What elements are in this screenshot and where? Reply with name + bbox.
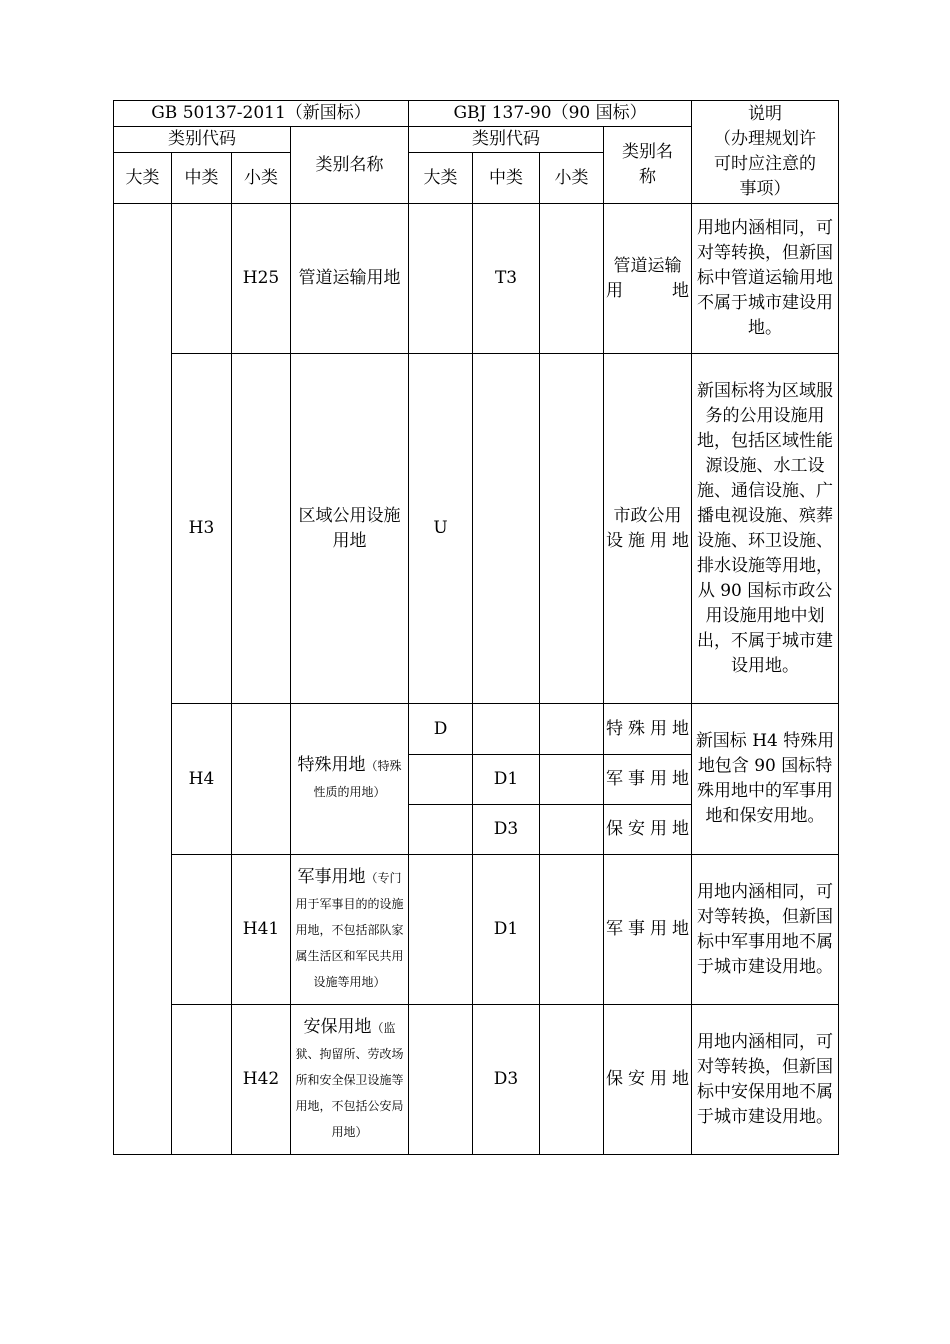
note-cell: 用地内涵相同，可对等转换，但新国标中管道运输用地不属于城市建设用地。 bbox=[692, 204, 839, 354]
new-category-name: 区域公用设施用地 bbox=[291, 354, 409, 704]
new-category-name: 管道运输用地 bbox=[291, 204, 409, 354]
old-middle-code: D1 bbox=[473, 755, 540, 805]
land-use-comparison-table bbox=[113, 100, 839, 1155]
new-middle-code: H3 bbox=[172, 354, 232, 704]
category-name-note: （监狱、拘留所、劳改场所和安全保卫设施等用地，不包括公安局用地） bbox=[295, 1020, 404, 1139]
old-category-name: 市政公用设施用地 bbox=[604, 354, 692, 704]
old-middle-code: D3 bbox=[473, 805, 540, 855]
category-name-main: 安保用地 bbox=[303, 1016, 372, 1037]
old-category-name: 管道运输用地 bbox=[604, 204, 692, 354]
old-middle-header: 中类 bbox=[473, 153, 540, 204]
new-major-cell bbox=[114, 204, 172, 1155]
note-title: 说明 bbox=[748, 104, 783, 124]
note-subtitle: （办理规划许可时应注意的事项） bbox=[714, 129, 817, 199]
category-name-main: 军事用地 bbox=[297, 866, 366, 887]
table-row bbox=[114, 704, 839, 755]
old-minor-header: 小类 bbox=[540, 153, 604, 204]
category-name-note: （特殊性质的用地） bbox=[313, 759, 402, 799]
new-middle-header: 中类 bbox=[172, 153, 232, 204]
note-cell: 用地内涵相同，可对等转换，但新国标中安保用地不属于城市建设用地。 bbox=[692, 1005, 839, 1155]
old-category-name: 保安用地 bbox=[604, 805, 692, 855]
new-minor-code: H41 bbox=[232, 855, 291, 1005]
old-standard-header: GBJ 137-90（90 国标） bbox=[409, 101, 692, 127]
new-minor-code: H42 bbox=[232, 1005, 291, 1155]
new-name-header: 类别名称 bbox=[291, 127, 409, 204]
table-row bbox=[114, 204, 839, 354]
new-minor-code: H25 bbox=[232, 204, 291, 354]
new-code-header: 类别代码 bbox=[114, 127, 291, 153]
old-major-code: D bbox=[409, 704, 473, 755]
new-middle-code: H4 bbox=[172, 704, 232, 855]
old-category-name: 军事用地 bbox=[604, 855, 692, 1005]
old-category-name: 特殊用地 bbox=[604, 704, 692, 755]
old-name-header: 类别名称 bbox=[604, 127, 692, 204]
old-category-name: 保安用地 bbox=[604, 1005, 692, 1155]
category-name-note: （专门用于军事目的的设施用地，不包括部队家属生活区和军民共用设施等用地） bbox=[295, 870, 404, 989]
table-row bbox=[114, 855, 839, 1005]
old-major-header: 大类 bbox=[409, 153, 473, 204]
new-category-name bbox=[291, 704, 409, 855]
old-middle-code: D1 bbox=[473, 855, 540, 1005]
old-major-code: U bbox=[409, 354, 473, 704]
table-row bbox=[114, 354, 839, 704]
category-name-main: 特殊用地 bbox=[297, 755, 366, 775]
note-cell: 新国标 H4 特殊用地包含 90 国标特殊用地中的军事用地和保安用地。 bbox=[692, 704, 839, 855]
new-major-header: 大类 bbox=[114, 153, 172, 204]
old-middle-code: D3 bbox=[473, 1005, 540, 1155]
new-category-name bbox=[291, 1005, 409, 1155]
old-middle-code: T3 bbox=[473, 204, 540, 354]
note-cell: 新国标将为区域服务的公用设施用地，包括区域性能源设施、水工设施、通信设施、广播电视设施、殡葬设施、环卫设施、排水设施等用地，从 90 国标市政公用设施用地中划出，不属于城市建设用地。 bbox=[692, 354, 839, 704]
old-code-header: 类别代码 bbox=[409, 127, 604, 153]
new-category-name bbox=[291, 855, 409, 1005]
note-cell: 用地内涵相同，可对等转换，但新国标中军事用地不属于城市建设用地。 bbox=[692, 855, 839, 1005]
note-header bbox=[692, 101, 839, 204]
new-standard-header: GB 50137-2011（新国标） bbox=[114, 101, 409, 127]
new-minor-header: 小类 bbox=[232, 153, 291, 204]
table-row bbox=[114, 1005, 839, 1155]
old-category-name: 军事用地 bbox=[604, 755, 692, 805]
